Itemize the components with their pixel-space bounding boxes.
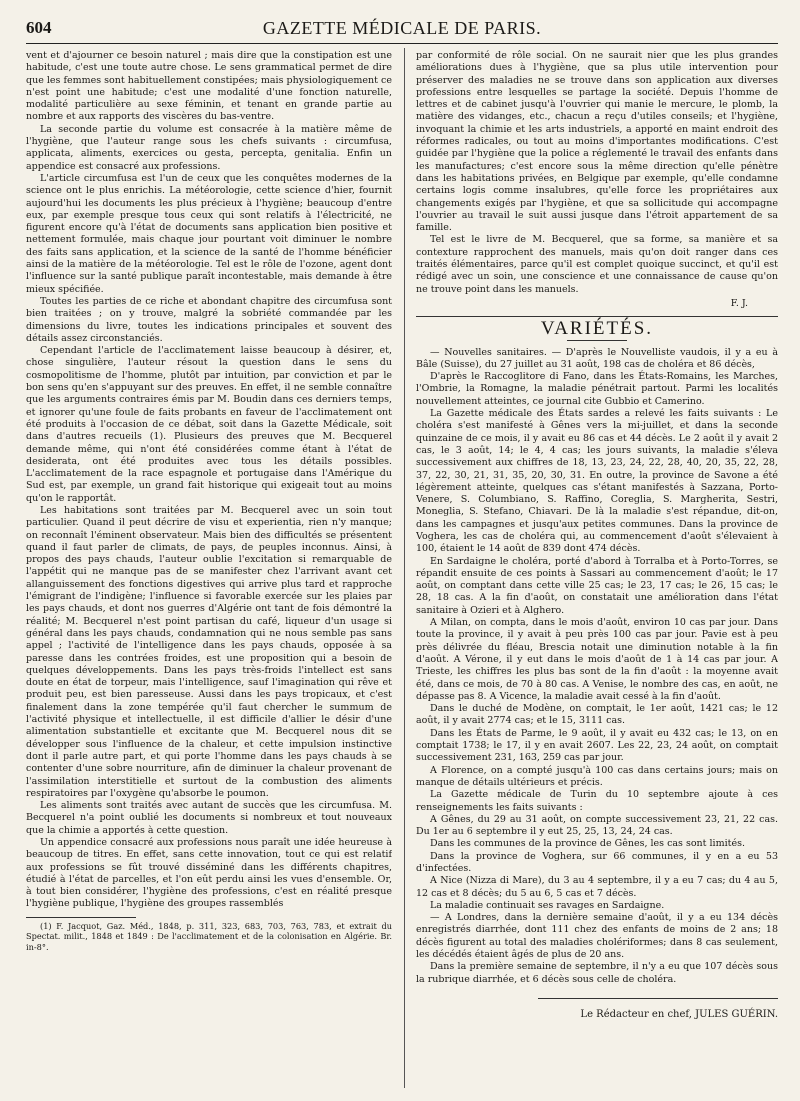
right-column — [416, 50, 778, 1090]
header-rule — [26, 43, 778, 44]
article-paragraph: Les habitations sont traitées par M. Becquerel avec un soin tout particulier. Quand il peut décrire de visu et experientia, rien n'y manque; on reconnaît l'éminent observateur. Mais bien des difficultés se présentent quand il faut parler de climats, de pays, de peuples inconnus. Ainsi, à propos des pays chauds, l'auteur oublie l'excitation si remarquable de l'appétit qui ne manque pas de se manifester chez l'arrivant avant cet allanguissement des fonctions digestives qui arrive plus tard et rapproche l'émigrant de l'indigène; l'influence si favorable exercée sur les plaies par les pays chauds, et dont nos guerres d'Algérie ont tant de fois démontré la réalité; M. Becquerel n'est point partisan du café, liqueur d'un usage si général dans les pays chauds, condamnation qui ne nous semble pas sans appel ; l'activité de l'intelligence dans les pays chauds, opposée à sa paresse dans les contrées froides, est une proposition qui a besoin de quelques développements. Dans les pays très-froids l'intellect est sans doute en état de torpeur, mais l'intelligence, sauf l'imagination qui rêve et produit peu, est bien paresseuse. Aussi dans les pays tropicaux, et c'est finalement dans la zone tempérée qu'il faut chercher le summum de l'activité physique et intellectuelle, il est difficile d'allier le désir d'une alimentation substantielle et excitante que M. Becquerel nous dit se développer sous l'influence de la chaleur, et cette impulsion instinctive dont il parle autre part, et qui porte l'homme dans les pays chauds à se contenter d'une sobre nourriture, afin de diminuer la chaleur provenant de l'assimilation interstitielle et surtout de la combustion des aliments respiratoires par l'oxygène qu'absorbe le poumon. — [26, 504, 392, 799]
news-paragraph: En Sardaigne le choléra, porté d'abord à Torralba et à Porto-Torres, se répandit ensuite de ces points à Sassari au commencement d'août; le 17 août, on comptant dans cette ville 25 cas; le 23, 17 cas; le 26, 15 cas; le 28, 18 cas. A la fin d'août, on constatait une amélioration dans l'état sanitaire à Ozieri et à Alghero. — [416, 555, 778, 616]
news-paragraph: Dans le duché de Modène, on comptait, le 1er août, 1421 cas; le 12 août, il y avait 2774 cas; et le 15, 3111 cas. — [416, 703, 778, 727]
left-column — [26, 50, 392, 1090]
editor-rule — [538, 998, 778, 999]
article-paragraph: vent et d'ajourner ce besoin naturel ; mais dire que la constipation est une habitude, c'est une toute autre chose. Le sens grammatical permet de dire que les femmes sont habituellement constipées; mais physiologiquement ce n'est point une habitude; c'est une modalité d'une fonction naturelle, modalité particulière au sexe féminin, et tenant en grande partie au nombre et aux rapports des viscères du bas-ventre. — [26, 50, 392, 123]
news-paragraph: A Nice (Nizza di Mare), du 3 au 4 septembre, il y a eu 7 cas; du 4 au 5, 12 cas et 8 décès; du 5 au 6, 5 cas et 7 décès. — [416, 875, 778, 899]
news-paragraph: Dans la première semaine de septembre, il n'y a eu que 107 décès sous la rubrique diarrhée, et 6 décès sous celle de choléra. — [416, 961, 778, 985]
article-paragraph: Toutes les parties de ce riche et abondant chapitre des circumfusa sont bien traitées ; on y trouve, malgré la sobriété commandée par les dimensions du livre, toutes les indications principales et souvent des détails assez circonstanciés. — [26, 295, 392, 344]
column-divider — [404, 48, 405, 1088]
news-paragraph: Dans la province de Voghera, sur 66 communes, il y en a eu 53 d'infectées. — [416, 850, 778, 874]
article-paragraph: Tel est le livre de M. Becquerel, que sa forme, sa manière et sa contexture rapprochent des manuels, mais qu'on doit ranger dans ces traités élémentaires, parce qu'il est complet quoique succinct, et qu'il est rédigé avec un soin, une conscience et une connaissance de cause qu'on ne trouve point dans les manuels. — [416, 234, 778, 295]
journal-title: GAZETTE MÉDICALE DE PARIS. — [262, 18, 542, 38]
title-underline — [567, 340, 627, 341]
footnote: (1) F. Jacquot, Gaz. Méd., 1848, p. 311, 323, 683, 703, 763, 783, et extrait du Spectat. milit., 1848 et 1849 : De l'acclimatement et de la colonisation en Algérie. Br. in-8°. — [26, 920, 392, 952]
section-title: VARIÉTÉS. — [540, 318, 654, 340]
news-paragraph: Dans les communes de la province de Gênes, les cas sont limités. — [430, 838, 745, 850]
article-paragraph: Un appendice consacré aux professions nous paraît une idée heureuse à beaucoup de titres. En effet, sans cette innovation, tout ce qui est relatif aux professions se fût trouvé disséminé dans les différents chapitres, étudié à l'état de parcelles, et l'on eût perdu ainsi les vues d'ensemble. Or, à tout bien considérer, l'hygiène des professions, c'est en réalité presque l'hygiène publique, l'hygiène des groupes rassemblés — [26, 837, 392, 910]
article-signature: F. J. — [730, 297, 748, 309]
news-paragraph: La Gazette médicale de Turin du 10 septembre ajoute à ces renseignements les faits suivants : — [416, 789, 778, 813]
footnote-rule — [26, 917, 136, 918]
article-paragraph: L'article circumfusa est l'un de ceux que les conquêtes modernes de la science ont le plus enrichis. La météorologie, cette science d'hier, fournit aujourd'hui les documents les plus précieux à l'hygiène; beaucoup d'entre eux, par exemple presque tous ceux qui sont relatifs à l'électricité, ne figurent encore qu'à l'état de documents sans application bien positive et nettement formulée, mais chaque jour pourtant voit diminuer le nombre des faits sans application, et la science de la santé de l'homme bénéficier ainsi de la matière de la météorologie. Tel est le rôle de l'ozone, agent dont l'influence sur la santé publique paraît incontestable, mais demande à être mieux spécifiée. — [26, 172, 392, 295]
news-paragraph: A Milan, on compta, dans le mois d'août, environ 10 cas par jour. Dans toute la province, il y avait à peu près 100 cas par jour. Pavie est à peu près délivrée du fléau, Brescia notait une diminution notable à la fin d'août. A Vérone, il y eut dans le mois d'août de 1 à 14 cas par jour. A Trieste, les chiffres les plus bas sont de la fin d'août : la moyenne avait été, dans ce mois, de 70 à 80 cas. A Venise, le nombre des cas, en août, ne dépasse pas 8. A Vicence, la maladie avait cessé à la fin d'août. — [416, 617, 778, 702]
news-paragraph: — A Londres, dans la dernière semaine d'août, il y a eu 134 décès enregistrés diarrhée, dont 111 chez des enfants de moins de 2 ans; 18 décès figurent au total des maladies cholériformes; dans 8 cas seulement, les décédés étaient âgés de plus de 20 ans. — [416, 912, 778, 961]
article-paragraph: par conformité de rôle social. On ne saurait nier que les plus grandes améliorations dues à l'hygiène, que sa plus utile intervention pour préserver des maladies ne se trouve dans son application aux diverses professions entre lesquelles se partage la société. Depuis l'homme de lettres et de cabinet jusqu'à l'ouvrier qui manie le mercure, le plomb, la matière des vidanges, etc., chacun a reçu d'utiles conseils; et l'hygiène, invoquant la chimie et les arts industriels, a apporté en maint endroit des réformes radicales, ou tout au moins d'importantes modifications. C'est guidée par l'hygiène que la police a réglementé le travail des enfants dans les manufactures; c'est encore sous la même direction qu'elle pénètre dans les habitations privées, en Belgique par exemple, qu'elle condamne certains logis comme insalubres, qu'elle force les propriétaires aux changements exigés par l'hygiène, et que sa sollicitude qui accompagne l'ouvrier au travail le suit aussi jusque dans l'étroit appartement de sa famille. — [416, 50, 778, 234]
news-paragraph: D'après le Raccoglitore di Fano, dans les États-Romains, les Marches, l'Ombrie, la Romagne, la maladie pénétrait partout. Parmi les localités nouvellement atteintes, ce journal cite Gubbio et Camerino. — [416, 371, 778, 407]
news-paragraph: A Gênes, du 29 au 31 août, on compte successivement 23, 21, 22 cas. Du 1er au 6 septembre il y eut 25, 25, 13, 24, 24 cas. — [416, 813, 778, 838]
editor-credit: Le Rédacteur en chef, JULES GUÉRIN. — [580, 1008, 778, 1020]
article-paragraph: Les aliments sont traités avec autant de succès que les circumfusa. M. Becquerel n'a point oublié les documents si nombreux et tout nouveaux que la chimie a apportés à cette question. — [26, 800, 392, 836]
news-paragraph: Dans les États de Parme, le 9 août, il y avait eu 432 cas; le 13, on en comptait 1738; le 17, il y en avait 2607. Les 22, 23, 24 août, on comptait successivement 231, 163, 259 cas par jour. — [416, 727, 778, 764]
news-paragraph: La Gazette médicale des États sardes a relevé les faits suivants : Le choléra s'est manifesté à Gênes vers la mi-juillet, et dans la seconde quinzaine de ce mois, il y avait eu 86 cas et 44 décès. Le 2 août il y avait 2 cas, le 3 août, 14; le 4, 4 cas; les jours suivants, la maladie s'éleva successivement aux chiffres de 18, 13, 23, 24, 22, 28, 40, 20, 35, 22, 28, 37, 22, 30, 21, 31, 35, 20, 30, 31. En outre, la province de Savone a été légèrement atteinte, quelques cas s'étant manifestés à Sazzana, Porto-Venere, S. Columbiano, S. Raffino, Coreglia, S. Margherita, Sestri, Moneglia, S. Stefano, Chiavari. De là la maladie s'est répandue, dit-on, dans les campagnes et jusqu'aux petites communes. Dans la province de Voghera, les cas de choléra qui, au commencement d'août s'élevaient à 100, étaient le 14 août de 839 dont 474 décès. — [416, 408, 778, 555]
news-paragraph: A Florence, on a compté jusqu'à 100 cas dans certains jours; mais on manque de détails ultérieurs et précis. — [416, 764, 778, 788]
page-header — [26, 14, 778, 44]
article-paragraph: Cependant l'article de l'acclimatement laisse beaucoup à désirer, et, chose singulière, l'auteur résout la question dans le sens du cosmopolitisme de l'homme, plutôt par intuition, par conviction et par le bon sens qu'en s'appuyant sur des preuves. En effet, il ne semble connaître que les arguments contraires émis par M. Boudin dans ces derniers temps, et ignorer qu'une foule de faits probants en faveur de l'acclimatement ont été produits à l'occasion de ce débat, soit dans la Gazette Médicale, soit dans d'autres recueils (1). Plusieurs des preuves que M. Becquerel demande même, qui n'ont été considérées comme étant à l'état de desiderata, ont été produites avec tous les détails possibles. L'acclimatement de la race espagnole et portugaise dans l'Amérique du Sud est, par exemple, un grand fait historique qui exigeait tout au moins qu'on le rapportât. — [26, 345, 392, 504]
article-paragraph: La seconde partie du volume est consacrée à la matière même de l'hygiène, que l'auteur range sous les chefs suivants : circumfusa, applicata, aliments, exercices ou gesta, percepta, genitalia. Enfin un appendice est consacré aux professions. — [26, 123, 392, 172]
page-number: 604 — [26, 18, 52, 37]
news-paragraph: — Nouvelles sanitaires. — D'après le Nouvelliste vaudois, il y a eu à Bâle (Suisse), du 27 juillet au 31 août, 198 cas de choléra et 86 décès, — [416, 346, 778, 370]
news-paragraph: La maladie continuait ses ravages en Sardaigne. — [430, 899, 665, 911]
